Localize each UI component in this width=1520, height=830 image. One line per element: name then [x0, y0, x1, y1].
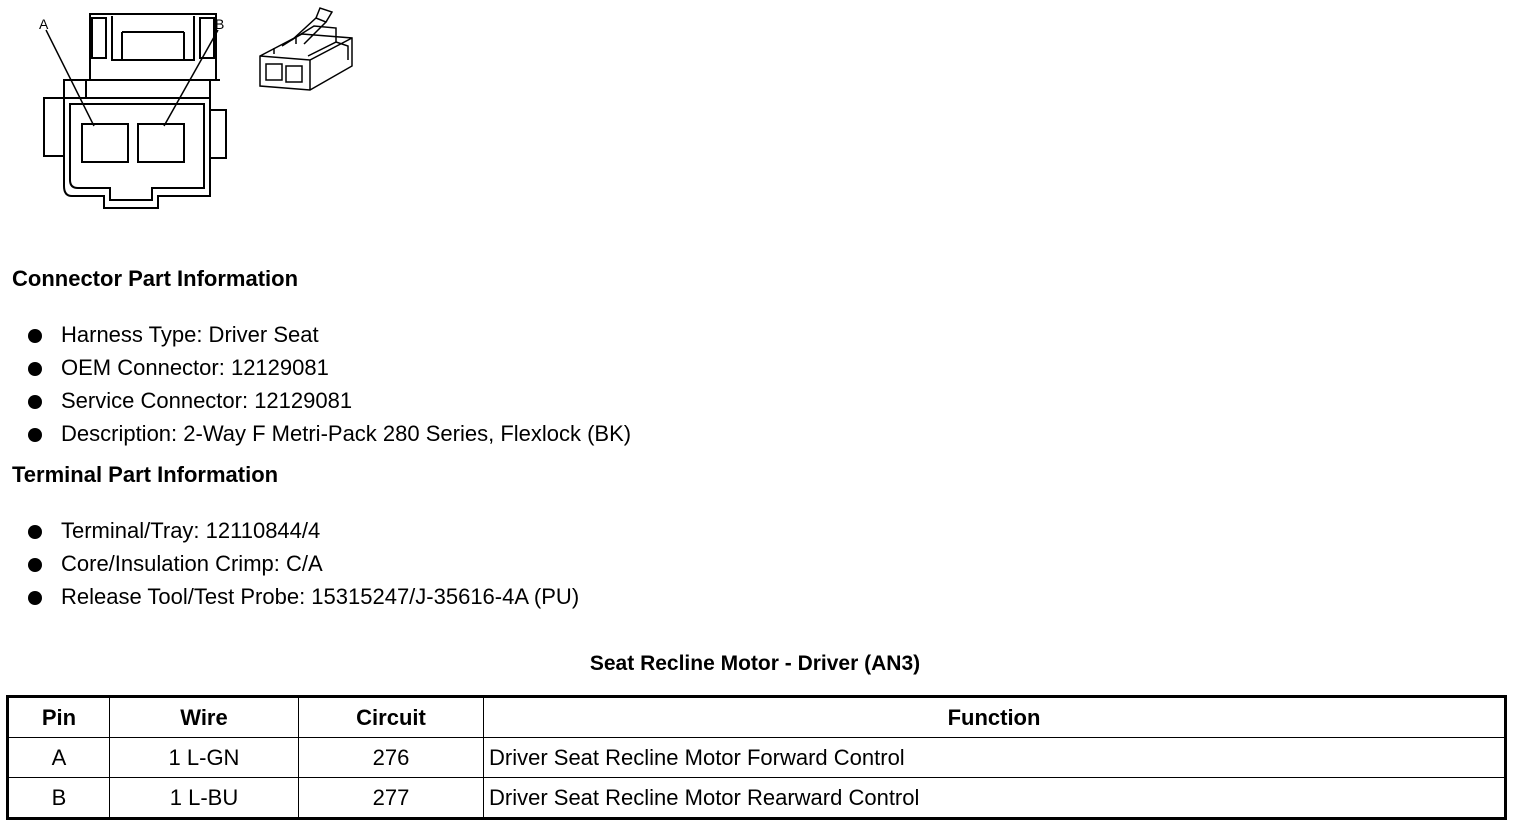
bullet-icon: [28, 329, 42, 343]
bullet-icon: [28, 362, 42, 376]
list-item: OEM Connector: 12129081: [28, 351, 631, 384]
connector-face-diagram: [30, 10, 240, 215]
bullet-icon: [28, 525, 42, 539]
list-item: Service Connector: 12129081: [28, 384, 631, 417]
bullet-icon: [28, 558, 42, 572]
pinout-table: [6, 695, 1507, 820]
table-row: [8, 738, 1506, 778]
bullet-icon: [28, 428, 42, 442]
list-item: Harness Type: Driver Seat: [28, 318, 631, 351]
connector-info-heading: Connector Part Information: [12, 266, 299, 291]
table-title: Seat Recline Motor - Driver (AN3): [589, 652, 921, 675]
cell-pin: B: [8, 778, 110, 819]
cell-function: Driver Seat Recline Motor Rearward Control: [484, 778, 1506, 819]
list-item: Release Tool/Test Probe: 15315247/J-35616-4A (PU): [28, 580, 579, 613]
bullet-icon: [28, 395, 42, 409]
list-item: Description: 2-Way F Metri-Pack 280 Series, Flexlock (BK): [28, 417, 631, 450]
header-pin: Pin: [8, 697, 110, 738]
list-item: Terminal/Tray: 12110844/4: [28, 514, 579, 547]
header-circuit: Circuit: [299, 697, 484, 738]
cell-pin: A: [8, 738, 110, 778]
cell-function: Driver Seat Recline Motor Forward Control: [484, 738, 1506, 778]
bullet-icon: [28, 591, 42, 605]
cell-circuit: 277: [299, 778, 484, 819]
pin-b-label: B: [215, 16, 225, 32]
table-row: [8, 778, 1506, 819]
terminal-info-heading: Terminal Part Information: [12, 462, 279, 487]
cell-wire: 1 L-GN: [110, 738, 299, 778]
cell-circuit: 276: [299, 738, 484, 778]
table-header-row: [8, 697, 1506, 738]
pin-a-label: A: [39, 16, 49, 32]
header-function: Function: [484, 697, 1506, 738]
terminal-info-list: [28, 514, 579, 613]
cell-wire: 1 L-BU: [110, 778, 299, 819]
connector-info-list: [28, 318, 631, 450]
header-wire: Wire: [110, 697, 299, 738]
connector-3d-icon: [252, 4, 362, 94]
list-item: Core/Insulation Crimp: C/A: [28, 547, 579, 580]
